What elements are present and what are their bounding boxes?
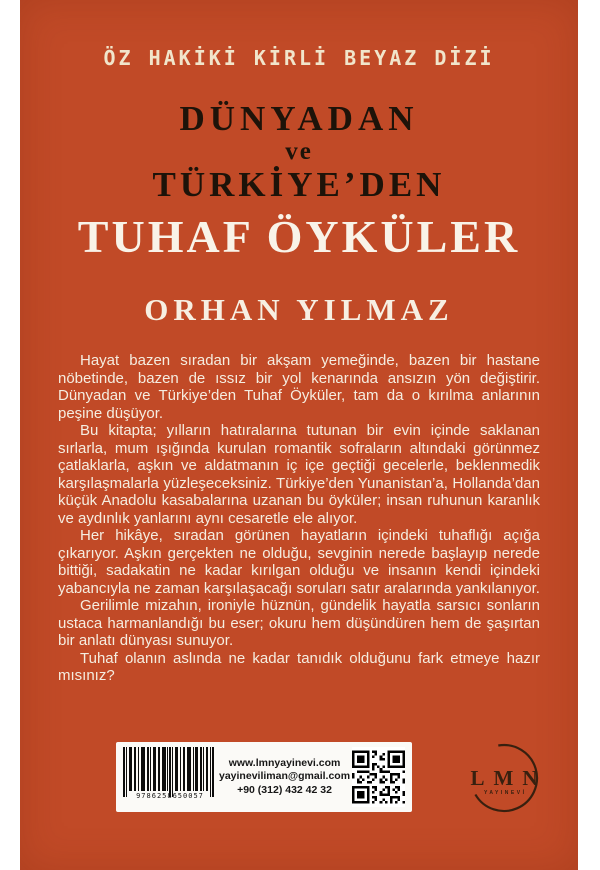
qr-code-icon [352, 747, 405, 807]
publisher-contact [217, 757, 352, 798]
blurb-paragraph: Hayat bazen sıradan bir akşam yemeğinde, bazen bir hastane nöbetinde, bazen de ıssız bir yol kenarında ansızın yön değiştirir. Dünyadan ve Türkiye’den Tuhaf Öyküler, tam da o kırılma anlarının peşine düşüyor. [58, 352, 540, 422]
blurb-paragraph: Bu kitapta; yılların hatıralarına tutunan bir evin içinde saklanan sırlarla, mum ışığında kurulan romantik sofraların altındaki görünmez çatlaklarla, aşkın ve aldatmanın iç içe geçtiği gecelerle, beklenmedik karşılaşmalarla yüzleşeceksiniz. Türkiye’den Yunanistan’a, Hollanda’dan küçük Anadolu kasabalarına uzanan bu öyküler; insan ruhunun karanlık ve aydınlık yanlarını aynı cesaretle ele alıyor. [58, 422, 540, 527]
author-name: ORHAN YILMAZ [144, 292, 454, 327]
publisher-info-box [116, 742, 412, 812]
book-back-cover [20, 0, 578, 870]
barcode [123, 747, 217, 807]
publisher-logo [448, 738, 560, 822]
barcode-number: 9786258650057 [136, 792, 204, 800]
publisher-logo-text: LMN [470, 766, 547, 790]
title-line-1: DÜNYADAN [179, 99, 419, 138]
series-title: ÖZ HAKİKİ KİRLİ BEYAZ DİZİ [103, 46, 495, 70]
title-line-3: TÜRKİYE’DEN [152, 165, 446, 204]
blurb-paragraph: Her hikâye, sıradan görünen hayatların içindeki tuhaflığı açığa çıkarıyor. Aşkın gerçekten ne olduğu, sevginin nerede başlayıp nerede bittiği, sadakatin ne kadar kırılgan olduğu ve insanın kendi içindeki yabancıyla ne zaman karşılaşacağı soruları satır aralarında yankılanıyor. [58, 527, 540, 597]
title-line-2: ve [285, 138, 313, 165]
blurb-paragraph: Tuhaf olanın aslında ne kadar tanıdık olduğunu fark etmeye hazır mısınız? [58, 649, 540, 684]
barcode-icon [123, 747, 217, 797]
blurb-text [58, 352, 540, 685]
publisher-phone: +90 (312) 432 42 32 [237, 783, 332, 796]
publisher-website: www.lmnyayinevi.com [228, 756, 341, 769]
title-block [20, 99, 578, 205]
publisher-logo-subtext: YAYINEVİ [484, 790, 527, 796]
publisher-email: yayineviliman@gmail.com [219, 770, 351, 783]
blurb-paragraph: Gerilimle mizahın, ironiyle hüznün, gündelik hayatla sarsıcı sonların ustaca harmanlandığı bu eser; okuru hem düşündüren hem de şaşırtan bir anlatı dünyası sunuyor. [58, 597, 540, 649]
book-title: TUHAF ÖYKÜLER [77, 211, 521, 262]
